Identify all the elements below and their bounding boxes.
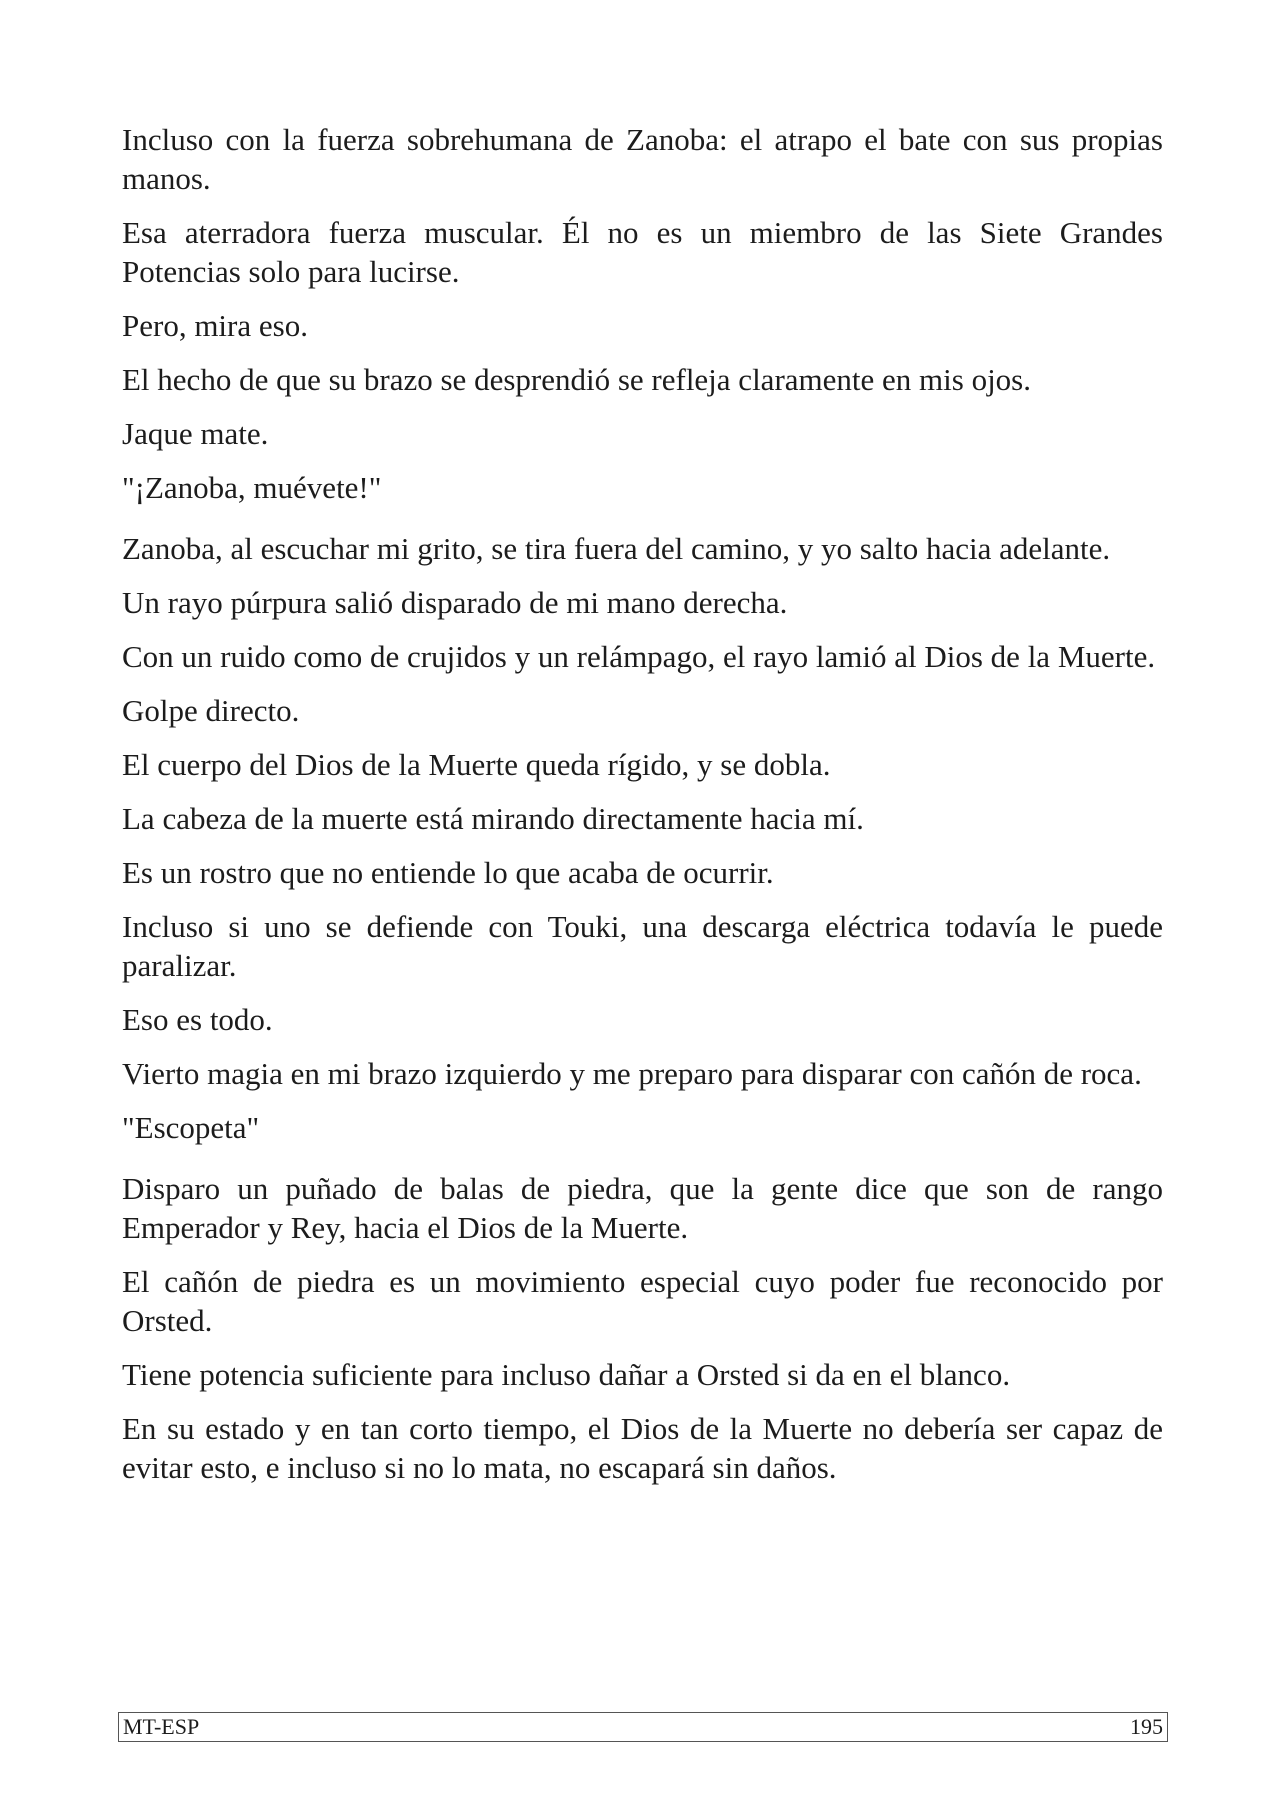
footer-label: MT-ESP <box>123 1714 200 1739</box>
narration-paragraph: Es un rostro que no entiende lo que acaba de ocurrir. <box>122 855 774 890</box>
narration-paragraph: Zanoba, al escuchar mi grito, se tira fuera del camino, y yo salto hacia adelante. <box>122 531 1111 566</box>
narration-paragraph: Pero, mira eso. <box>122 308 308 343</box>
page-footer <box>118 1712 1168 1742</box>
narration-paragraph: Incluso si uno se defiende con Touki, una descarga eléctrica todavía le puede paralizar. <box>122 909 1163 983</box>
text-body <box>122 120 1163 1502</box>
narration-paragraph: En su estado y en tan corto tiempo, el Dios de la Muerte no debería ser capaz de evitar esto, e incluso si no lo mata, no escapará sin daños. <box>122 1411 1163 1485</box>
narration-paragraph: Jaque mate. <box>122 416 269 451</box>
narration-paragraph: Disparo un puñado de balas de piedra, que la gente dice que son de rango Emperador y Rey, hacia el Dios de la Muerte. <box>122 1171 1163 1245</box>
narration-paragraph: El hecho de que su brazo se desprendió se refleja claramente en mis ojos. <box>122 362 1031 397</box>
narration-paragraph: El cañón de piedra es un movimiento especial cuyo poder fue reconocido por Orsted. <box>122 1264 1163 1338</box>
narration-paragraph: Un rayo púrpura salió disparado de mi mano derecha. <box>122 585 788 620</box>
dialogue-paragraph: "Escopeta" <box>122 1110 260 1145</box>
narration-paragraph: La cabeza de la muerte está mirando directamente hacia mí. <box>122 801 864 836</box>
narration-paragraph: Tiene potencia suficiente para incluso dañar a Orsted si da en el blanco. <box>122 1357 1011 1392</box>
narration-paragraph: El cuerpo del Dios de la Muerte queda rígido, y se dobla. <box>122 747 831 782</box>
dialogue-paragraph: "¡Zanoba, muévete!" <box>122 470 382 505</box>
narration-paragraph: Incluso con la fuerza sobrehumana de Zanoba: el atrapo el bate con sus propias manos. <box>122 122 1163 196</box>
narration-paragraph: Eso es todo. <box>122 1002 273 1037</box>
narration-paragraph: Con un ruido como de crujidos y un relámpago, el rayo lamió al Dios de la Muerte. <box>122 639 1156 674</box>
narration-paragraph: Esa aterradora fuerza muscular. Él no es un miembro de las Siete Grandes Potencias solo para lucirse. <box>122 215 1163 289</box>
page-number: 195 <box>1130 1714 1163 1739</box>
narration-paragraph: Golpe directo. <box>122 693 300 728</box>
narration-paragraph: Vierto magia en mi brazo izquierdo y me preparo para disparar con cañón de roca. <box>122 1056 1142 1091</box>
